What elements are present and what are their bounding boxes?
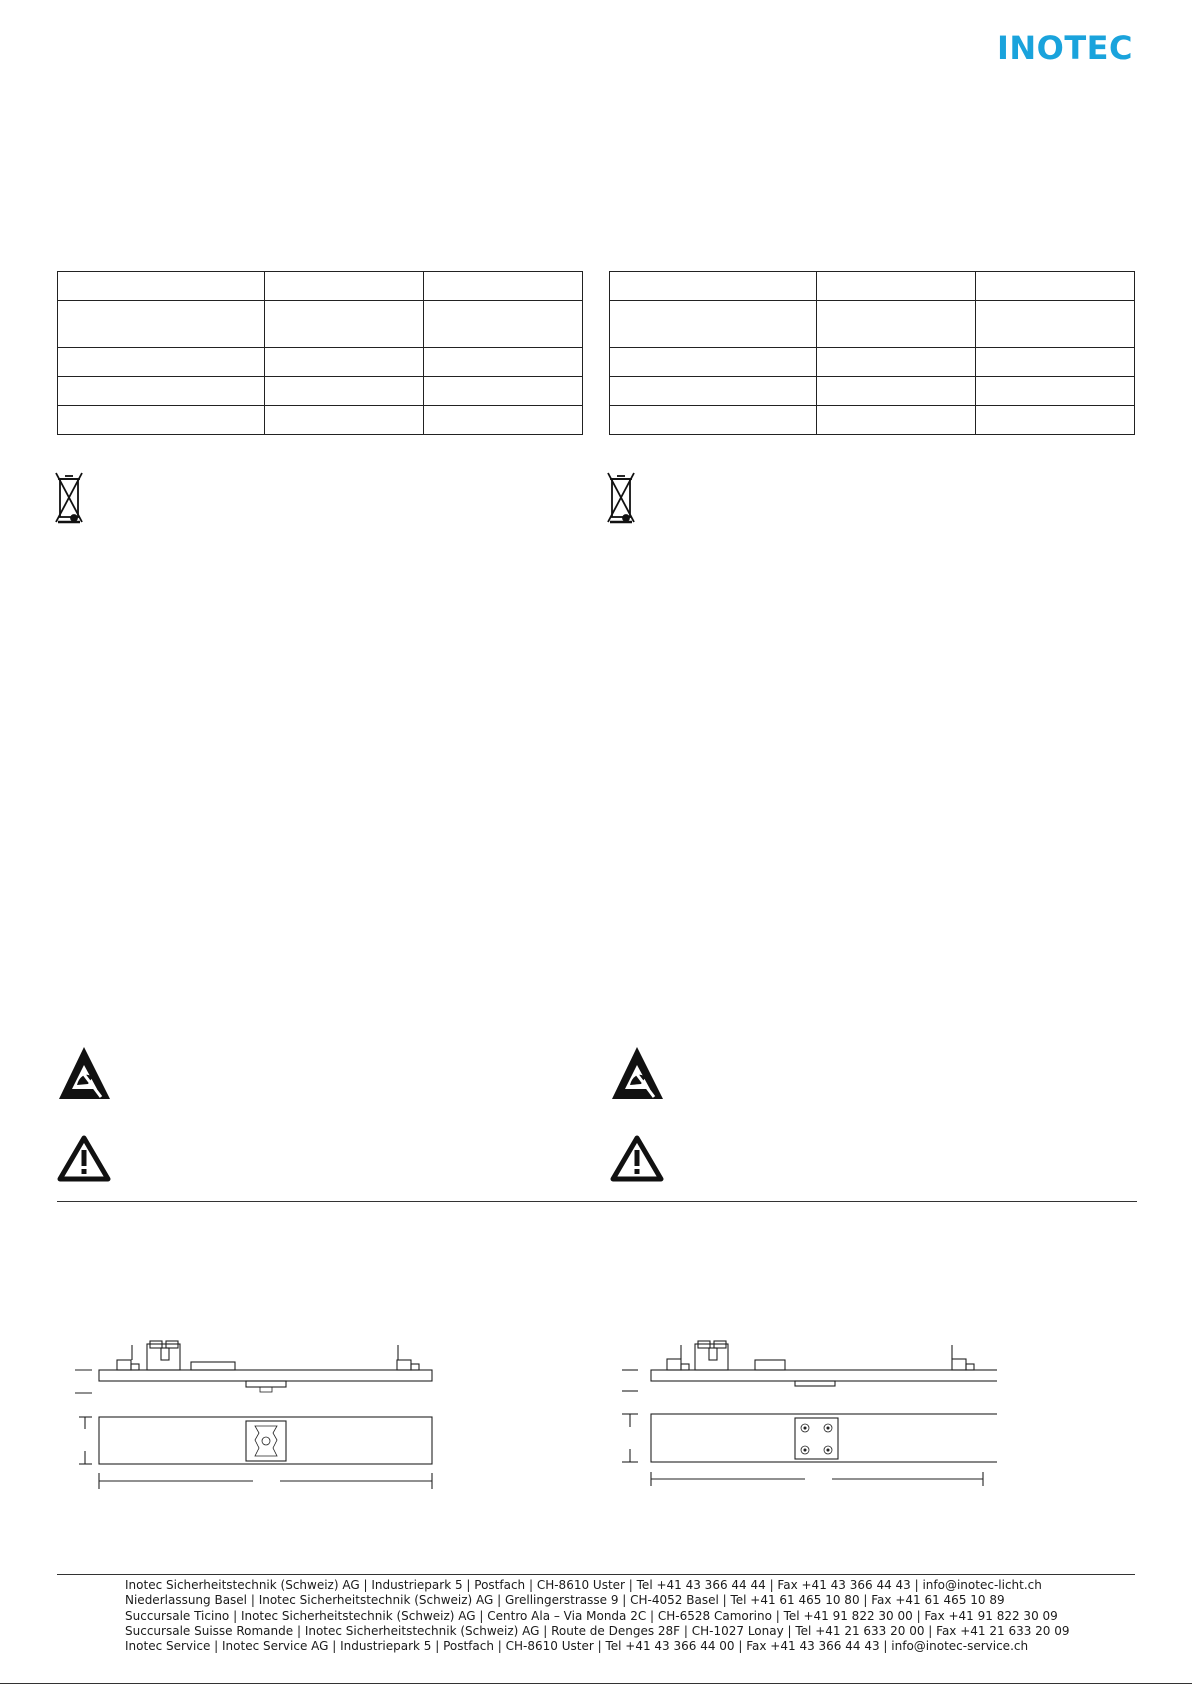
table-cell xyxy=(610,348,817,377)
table-cell xyxy=(424,301,583,348)
footer-line-basel: Niederlassung Basel | Inotec Sicherheitstechnik (Schweiz) AG | Grellingerstrasse 9 | CH-4052 Basel | Tel +41 61 465 10 80 | Fax +41 61 465 10 89 xyxy=(125,1593,1005,1608)
table-row xyxy=(58,377,583,406)
page-bottom-edge xyxy=(0,1683,1192,1684)
spec-table-right xyxy=(609,271,1135,435)
table-cell xyxy=(817,377,976,406)
caution-warning-icon xyxy=(57,1135,111,1183)
table-cell xyxy=(265,377,424,406)
table-cell xyxy=(817,406,976,435)
table-cell xyxy=(424,377,583,406)
table-cell xyxy=(610,301,817,348)
table-row xyxy=(610,301,1135,348)
table-row xyxy=(58,272,583,301)
footer-line-romande: Succursale Suisse Romande | Inotec Sicherheitstechnik (Schweiz) AG | Route de Denges 28F | CH-1027 Lonay | Tel +41 21 633 20 00 | Fax +41 21 633 20 09 xyxy=(125,1623,1070,1638)
caution-warning-icon xyxy=(610,1135,664,1183)
footer-line-service: Inotec Service | Inotec Service AG | Industriepark 5 | Postfach | CH-8610 Uster | Tel +41 43 366 44 00 | Fax +41 43 366 44 43 | info@inotec-service.ch xyxy=(125,1639,1029,1654)
table-cell xyxy=(976,272,1135,301)
weee-crossed-bin-icon xyxy=(607,471,635,524)
technical-drawing-right xyxy=(617,1335,997,1492)
footer-line-ticino: Succursale Ticino | Inotec Sicherheitstechnik (Schweiz) AG | Centro Ala – Via Monda 2C | CH-6528 Camorino | Tel +41 91 822 30 00 | Fax +41 91 822 30 09 xyxy=(125,1608,1058,1623)
table-row xyxy=(58,406,583,435)
table-cell xyxy=(976,348,1135,377)
esd-warning-icon xyxy=(57,1045,112,1102)
table-cell xyxy=(265,301,424,348)
table-cell xyxy=(424,272,583,301)
weee-crossed-bin-icon xyxy=(55,471,83,524)
section-divider xyxy=(57,1201,1137,1202)
table-cell xyxy=(58,406,265,435)
table-row xyxy=(610,406,1135,435)
table-cell xyxy=(58,272,265,301)
table-cell xyxy=(610,406,817,435)
table-cell xyxy=(424,348,583,377)
inotec-logo: INOTEC xyxy=(996,29,1133,67)
table-row xyxy=(610,272,1135,301)
table-cell xyxy=(976,301,1135,348)
technical-drawing-left xyxy=(65,1335,445,1492)
table-cell xyxy=(817,301,976,348)
footer-address-block xyxy=(125,1578,1135,1654)
table-cell xyxy=(58,348,265,377)
spec-table-left xyxy=(57,271,583,435)
table-cell xyxy=(58,377,265,406)
table-cell xyxy=(265,348,424,377)
table-cell xyxy=(610,377,817,406)
table-cell xyxy=(424,406,583,435)
table-row xyxy=(610,377,1135,406)
table-cell xyxy=(265,272,424,301)
table-cell xyxy=(976,377,1135,406)
table-cell xyxy=(58,301,265,348)
table-row xyxy=(610,348,1135,377)
table-row xyxy=(58,301,583,348)
footer-divider xyxy=(57,1574,1135,1575)
footer-line-uster: Inotec Sicherheitstechnik (Schweiz) AG | Industriepark 5 | Postfach | CH-8610 Uster | Tel +41 43 366 44 44 | Fax +41 43 366 44 43 | info@inotec-licht.ch xyxy=(125,1578,1042,1592)
table-cell xyxy=(265,406,424,435)
table-row xyxy=(58,348,583,377)
table-cell xyxy=(976,406,1135,435)
table-cell xyxy=(610,272,817,301)
table-cell xyxy=(817,272,976,301)
table-cell xyxy=(817,348,976,377)
esd-warning-icon xyxy=(610,1045,665,1102)
